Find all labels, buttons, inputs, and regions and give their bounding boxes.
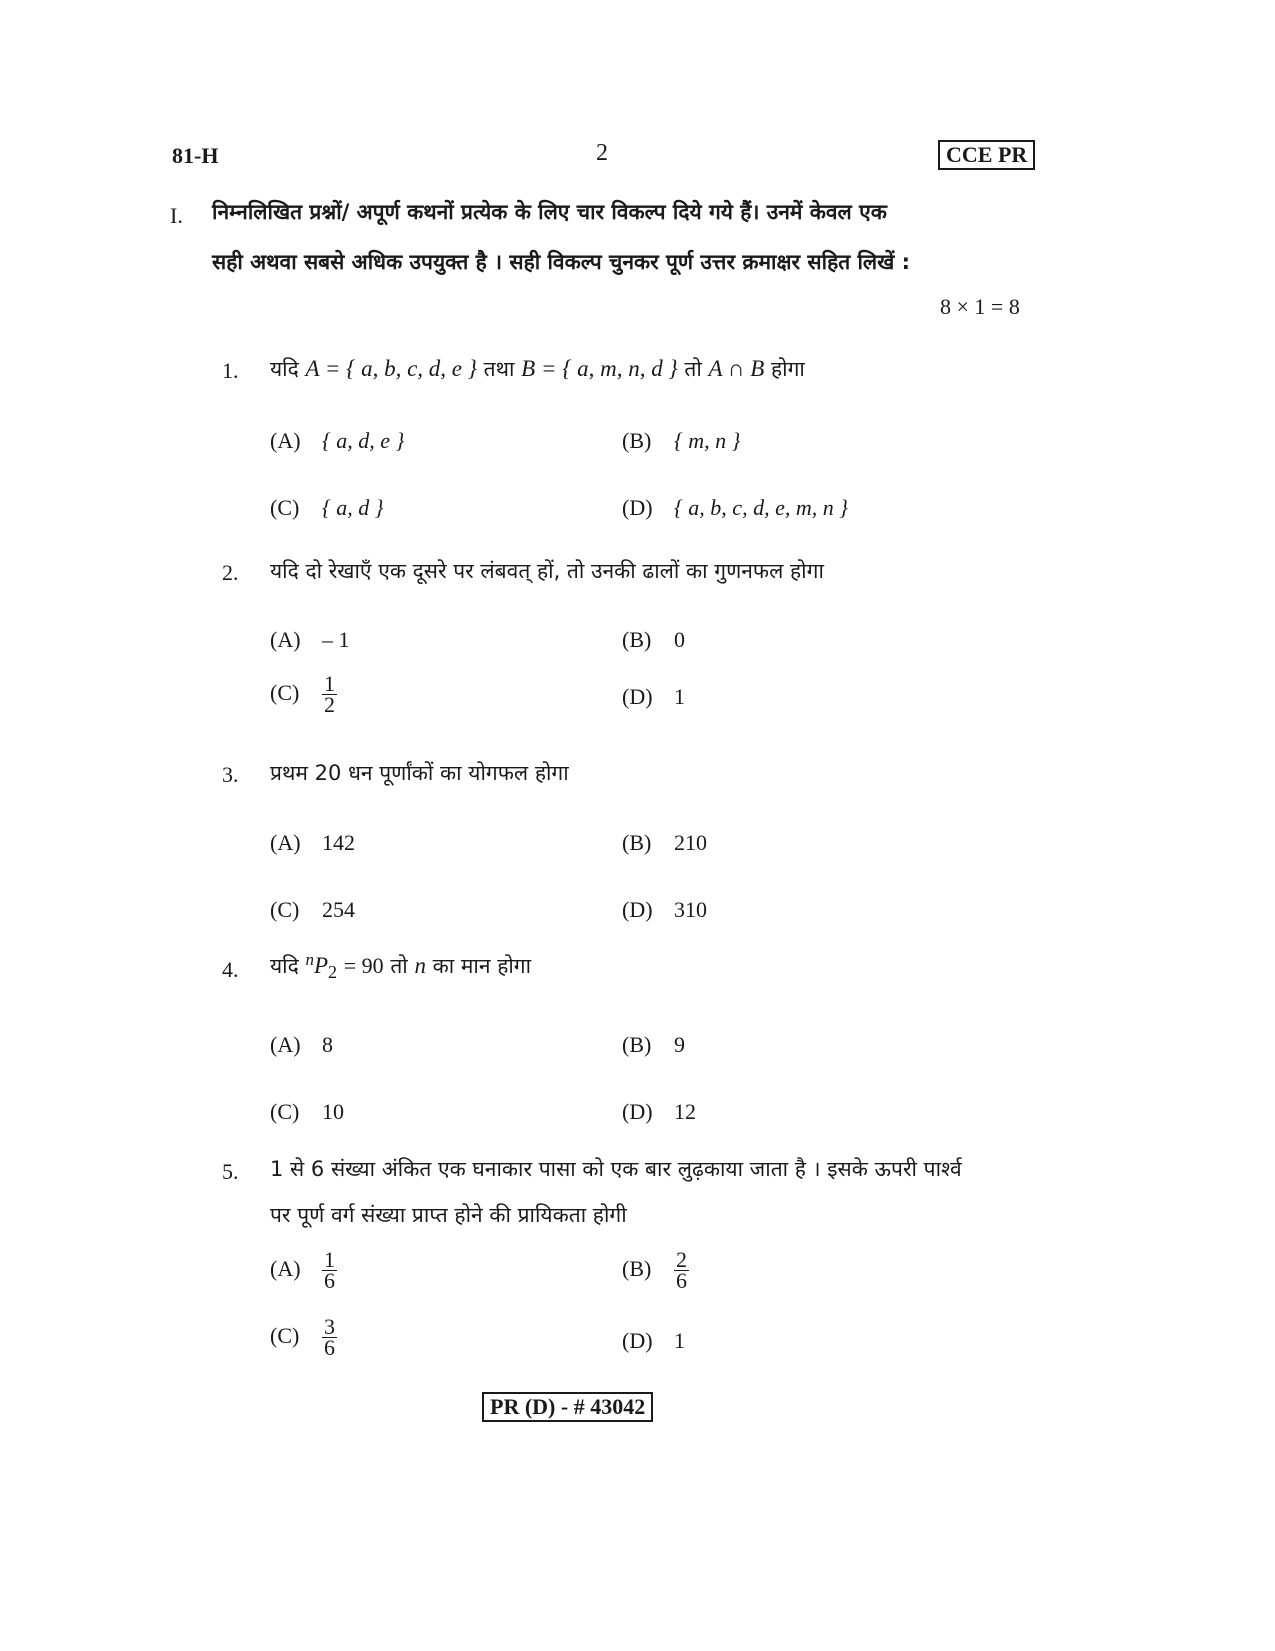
option-value: 142	[322, 830, 355, 855]
option-value: 1	[674, 1328, 685, 1353]
option-4a	[270, 1032, 333, 1058]
marks-allocation: 8 × 1 = 8	[940, 294, 1020, 319]
fraction-numerator: 1	[324, 671, 335, 696]
option-1b	[622, 428, 740, 454]
option-4b	[622, 1032, 685, 1058]
option-label: (B)	[622, 627, 652, 652]
q4-permutation-symbol: P	[313, 953, 329, 978]
option-value: 310	[674, 897, 707, 922]
option-3b	[622, 830, 707, 856]
fraction-denominator: 2	[324, 692, 335, 717]
fraction	[322, 1314, 337, 1360]
q4-subscript: 2	[328, 962, 338, 983]
option-label: (B)	[622, 428, 652, 453]
option-value: 9	[674, 1032, 685, 1057]
q4-equals: = 90	[343, 953, 384, 978]
option-label: (A)	[270, 428, 301, 453]
option-label: (B)	[622, 830, 652, 855]
question-4-text	[270, 950, 531, 983]
option-value: { a, b, c, d, e, m, n }	[674, 495, 849, 520]
option-label: (C)	[270, 495, 300, 520]
option-value: 0	[674, 627, 685, 652]
option-label: (A)	[270, 627, 301, 652]
q1-then: तो	[684, 357, 702, 381]
q4-prefix: यदि	[270, 954, 299, 978]
option-value: 1	[674, 684, 685, 709]
option-label: (D)	[622, 495, 653, 520]
q1-prefix: यदि	[270, 357, 299, 381]
fraction-denominator: 6	[324, 1268, 335, 1293]
footer-code-box: PR (D) - # 43042	[482, 1392, 653, 1422]
fraction	[322, 671, 337, 717]
question-3-text: प्रथम 20 धन पूर्णांकों का योगफल होगा	[270, 761, 569, 785]
question-number: 2.	[222, 560, 239, 585]
question-2-text: यदि दो रेखाएँ एक दूसरे पर लंबवत् हों, तो उनकी ढालों का गुणनफल होगा	[270, 559, 824, 583]
option-label: (C)	[270, 897, 300, 922]
instruction-line-2: सही अथवा सबसे अधिक उपयुक्त है । सही विकल्प चुनकर पूर्ण उत्तर क्रमाक्षर सहित लिखें :	[212, 250, 911, 274]
fraction-numerator: 1	[324, 1247, 335, 1272]
option-2d	[622, 684, 685, 710]
option-value: 254	[322, 897, 355, 922]
option-label: (B)	[622, 1255, 652, 1281]
option-label: (D)	[622, 684, 653, 709]
option-4c	[270, 1099, 344, 1125]
option-label: (B)	[622, 1032, 652, 1057]
q1-set-b: B = { a, m, n, d }	[521, 356, 678, 381]
q4-suffix: का मान होगा	[432, 954, 532, 978]
q1-expression: A ∩ B	[708, 356, 765, 381]
option-label: (C)	[270, 1099, 300, 1124]
option-2a	[270, 627, 350, 653]
option-value: 8	[322, 1032, 333, 1057]
series-code-box: CCE PR	[938, 140, 1035, 170]
question-number: 1.	[222, 358, 239, 383]
instruction-line-1: निम्नलिखित प्रश्नों/ अपूर्ण कथनों प्रत्येक के लिए चार विकल्प दिये गये हैं। उनमें केवल एक	[212, 200, 887, 224]
q4-superscript: n	[305, 950, 314, 969]
option-5b	[622, 1247, 689, 1293]
option-2b	[622, 627, 685, 653]
option-5a	[270, 1247, 337, 1293]
option-label: (D)	[622, 897, 653, 922]
option-3a	[270, 830, 355, 856]
fraction-denominator: 6	[324, 1335, 335, 1360]
fraction-numerator: 2	[676, 1247, 687, 1272]
q4-then: तो	[390, 954, 408, 978]
question-5-line-2: पर पूर्ण वर्ग संख्या प्राप्त होने की प्रायिकता होगी	[270, 1203, 627, 1227]
option-4d	[622, 1099, 696, 1125]
option-5d	[622, 1328, 685, 1354]
fraction-numerator: 3	[324, 1314, 335, 1339]
option-value: 10	[322, 1099, 344, 1124]
option-3d	[622, 897, 707, 923]
question-5-line-1: 1 से 6 संख्या अंकित एक घनाकार पासा को एक बार लुढ़काया जाता है । इसके ऊपरी पार्श्व	[270, 1157, 962, 1181]
option-1d	[622, 495, 848, 521]
option-label: (C)	[270, 1322, 300, 1348]
option-3c	[270, 897, 355, 923]
option-value: { a, d }	[322, 495, 384, 520]
option-value: – 1	[322, 627, 350, 652]
fraction	[322, 1247, 337, 1293]
option-1c	[270, 495, 384, 521]
option-label: (A)	[270, 1255, 301, 1281]
option-label: (A)	[270, 1032, 301, 1057]
section-numeral: I.	[170, 203, 183, 228]
option-1a	[270, 428, 404, 454]
option-value: { a, d, e }	[322, 428, 405, 453]
question-1-text	[270, 355, 805, 383]
question-number: 3.	[222, 762, 239, 787]
fraction-denominator: 6	[676, 1268, 687, 1293]
fraction	[674, 1247, 689, 1293]
q4-variable: n	[414, 953, 426, 978]
option-value: 12	[674, 1099, 696, 1124]
q1-middle: तथा	[483, 357, 515, 381]
option-5c	[270, 1314, 337, 1360]
option-label: (D)	[622, 1328, 653, 1353]
option-label: (D)	[622, 1099, 653, 1124]
q1-set-a: A = { a, b, c, d, e }	[305, 356, 477, 381]
q1-suffix: होगा	[771, 357, 805, 381]
option-value: 210	[674, 830, 707, 855]
option-label: (A)	[270, 830, 301, 855]
option-label: (C)	[270, 679, 300, 705]
option-2c	[270, 671, 337, 717]
page-number: 2	[596, 140, 608, 166]
option-value: { m, n }	[674, 428, 741, 453]
paper-code: 81-H	[172, 143, 219, 168]
question-number: 5.	[222, 1159, 239, 1184]
question-number: 4.	[222, 957, 239, 982]
